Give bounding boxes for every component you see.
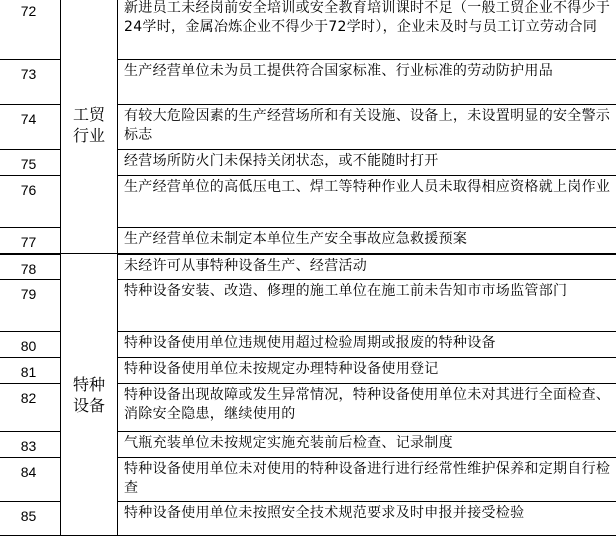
- row-number: 80: [0, 332, 61, 358]
- row-description: 经营场所防火门未保持关闭状态，或不能随时打开: [118, 150, 616, 176]
- category-cell: 工贸行业: [61, 0, 118, 254]
- row-number: 79: [0, 280, 61, 332]
- row-number: 85: [0, 502, 61, 536]
- row-number: 73: [0, 60, 61, 105]
- row-description: 特种设备使用单位未按照安全技术规范要求及时申报并接受检验: [118, 502, 616, 536]
- row-description: 生产经营单位未制定本单位生产安全事故应急救援预案: [118, 228, 616, 254]
- row-number: 76: [0, 176, 61, 228]
- table-row: [0, 254, 616, 280]
- row-number: 84: [0, 458, 61, 502]
- row-number: 74: [0, 105, 61, 150]
- category-cell: 特种设备: [61, 254, 118, 536]
- row-number: 81: [0, 358, 61, 384]
- row-description: 特种设备安装、改造、修理的施工单位在施工前未告知市市场监管部门: [118, 280, 616, 332]
- row-description: 有较大危险因素的生产经营场所和有关设施、设备上，未设置明显的安全警示标志: [118, 105, 616, 150]
- row-number: 78: [0, 254, 61, 280]
- row-description: 特种设备出现故障或发生异常情况，特种设备使用单位未对其进行全面检查、消除安全隐患，继续使用的: [118, 384, 616, 432]
- row-number: 75: [0, 150, 61, 176]
- row-description: 特种设备使用单位未对使用的特种设备进行进行经常性维护保养和定期自行检查: [118, 458, 616, 502]
- row-number: 83: [0, 432, 61, 458]
- row-description: 气瓶充装单位未按规定实施充装前后检查、记录制度: [118, 432, 616, 458]
- row-description: 特种设备使用单位违规使用超过检验周期或报废的特种设备: [118, 332, 616, 358]
- row-number: 82: [0, 384, 61, 432]
- row-description: 未经许可从事特种设备生产、经营活动: [118, 254, 616, 280]
- row-description: 生产经营单位未为员工提供符合国家标准、行业标准的劳动防护用品: [118, 60, 616, 105]
- row-description: 新进员工未经岗前安全培训或安全教育培训课时不足（一般工贸企业不得少于24学时，金属冶炼企业不得少于72学时），企业未及时与员工订立劳动合同: [118, 0, 616, 60]
- table-row: [0, 0, 616, 60]
- row-description: 特种设备使用单位未按规定办理特种设备使用登记: [118, 358, 616, 384]
- row-number: 72: [0, 0, 61, 60]
- row-number: 77: [0, 228, 61, 254]
- row-description: 生产经营单位的高低压电工、焊工等特种作业人员未取得相应资格就上岗作业: [118, 176, 616, 228]
